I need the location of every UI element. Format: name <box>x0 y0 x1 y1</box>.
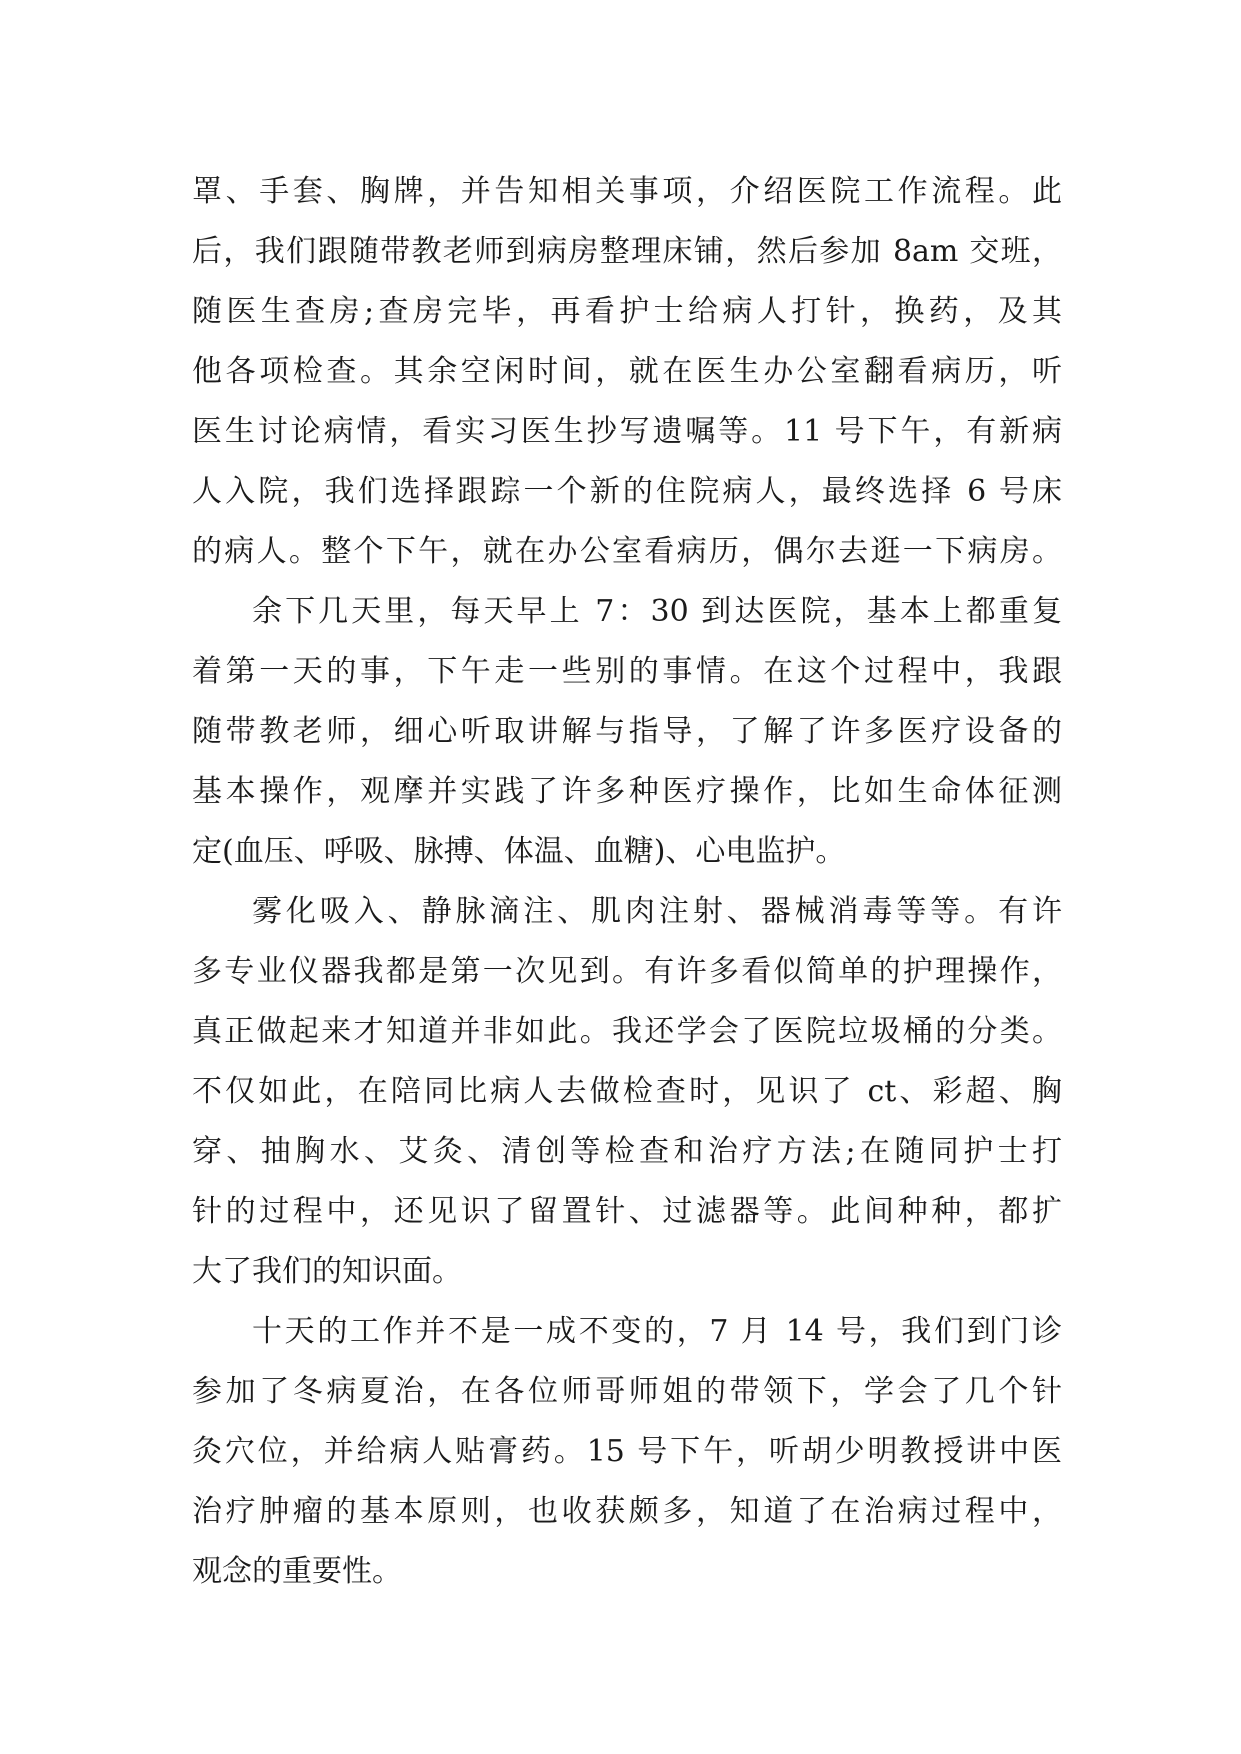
text-line: 多专业仪器我都是第一次见到。有许多看似简单的护理操作， <box>192 954 1062 989</box>
text-line: 定(血压、呼吸、脉搏、体温、血糖)、心电监护。 <box>192 834 846 869</box>
text-line: 随带教老师，细心听取讲解与指导，了解了许多医疗设备的 <box>192 714 1062 749</box>
text-line: 医生讨论病情，看实习医生抄写遗嘱等。11 号下午，有新病 <box>192 414 1062 449</box>
text-line: 人入院，我们选择跟踪一个新的住院病人，最终选择 6 号床 <box>192 474 1062 509</box>
text-line: 针的过程中，还见识了留置针、过滤器等。此间种种，都扩 <box>192 1194 1062 1229</box>
text-line: 的病人。整个下午，就在办公室看病历，偶尔去逛一下病房。 <box>192 534 1062 569</box>
text-line: 参加了冬病夏治，在各位师哥师姐的带领下，学会了几个针 <box>192 1374 1062 1409</box>
text-line: 雾化吸入、静脉滴注、肌肉注射、器械消毒等等。有许 <box>252 894 1062 929</box>
text-line: 十天的工作并不是一成不变的，7 月 14 号，我们到门诊 <box>252 1314 1062 1349</box>
text-line: 观念的重要性。 <box>192 1554 402 1589</box>
paragraph-2 <box>192 582 1062 882</box>
text-line: 他各项检查。其余空闲时间，就在医生办公室翻看病历，听 <box>192 354 1062 389</box>
text-line: 穿、抽胸水、艾灸、清创等检查和治疗方法;在随同护士打 <box>192 1134 1062 1169</box>
text-line: 治疗肿瘤的基本原则，也收获颇多，知道了在治病过程中， <box>192 1494 1062 1529</box>
text-line: 不仅如此，在陪同比病人去做检查时，见识了 ct、彩超、胸 <box>192 1074 1062 1109</box>
text-line: 大了我们的知识面。 <box>192 1254 462 1289</box>
text-line: 随医生查房;查房完毕，再看护士给病人打针，换药，及其 <box>192 294 1062 329</box>
text-line: 后，我们跟随带教老师到病房整理床铺，然后参加 8am 交班， <box>192 234 1062 269</box>
body-text <box>192 162 1062 1602</box>
paragraph-1 <box>192 162 1062 582</box>
text-line: 灸穴位，并给病人贴膏药。15 号下午，听胡少明教授讲中医 <box>192 1434 1062 1469</box>
text-line: 真正做起来才知道并非如此。我还学会了医院垃圾桶的分类。 <box>192 1014 1062 1049</box>
paragraph-4 <box>192 1302 1062 1602</box>
text-line: 余下几天里，每天早上 7：30 到达医院，基本上都重复 <box>252 594 1062 629</box>
text-line: 着第一天的事，下午走一些别的事情。在这个过程中，我跟 <box>192 654 1062 689</box>
text-line: 罩、手套、胸牌，并告知相关事项，介绍医院工作流程。此 <box>192 174 1062 209</box>
text-line: 基本操作，观摩并实践了许多种医疗操作，比如生命体征测 <box>192 774 1062 809</box>
paragraph-3 <box>192 882 1062 1302</box>
